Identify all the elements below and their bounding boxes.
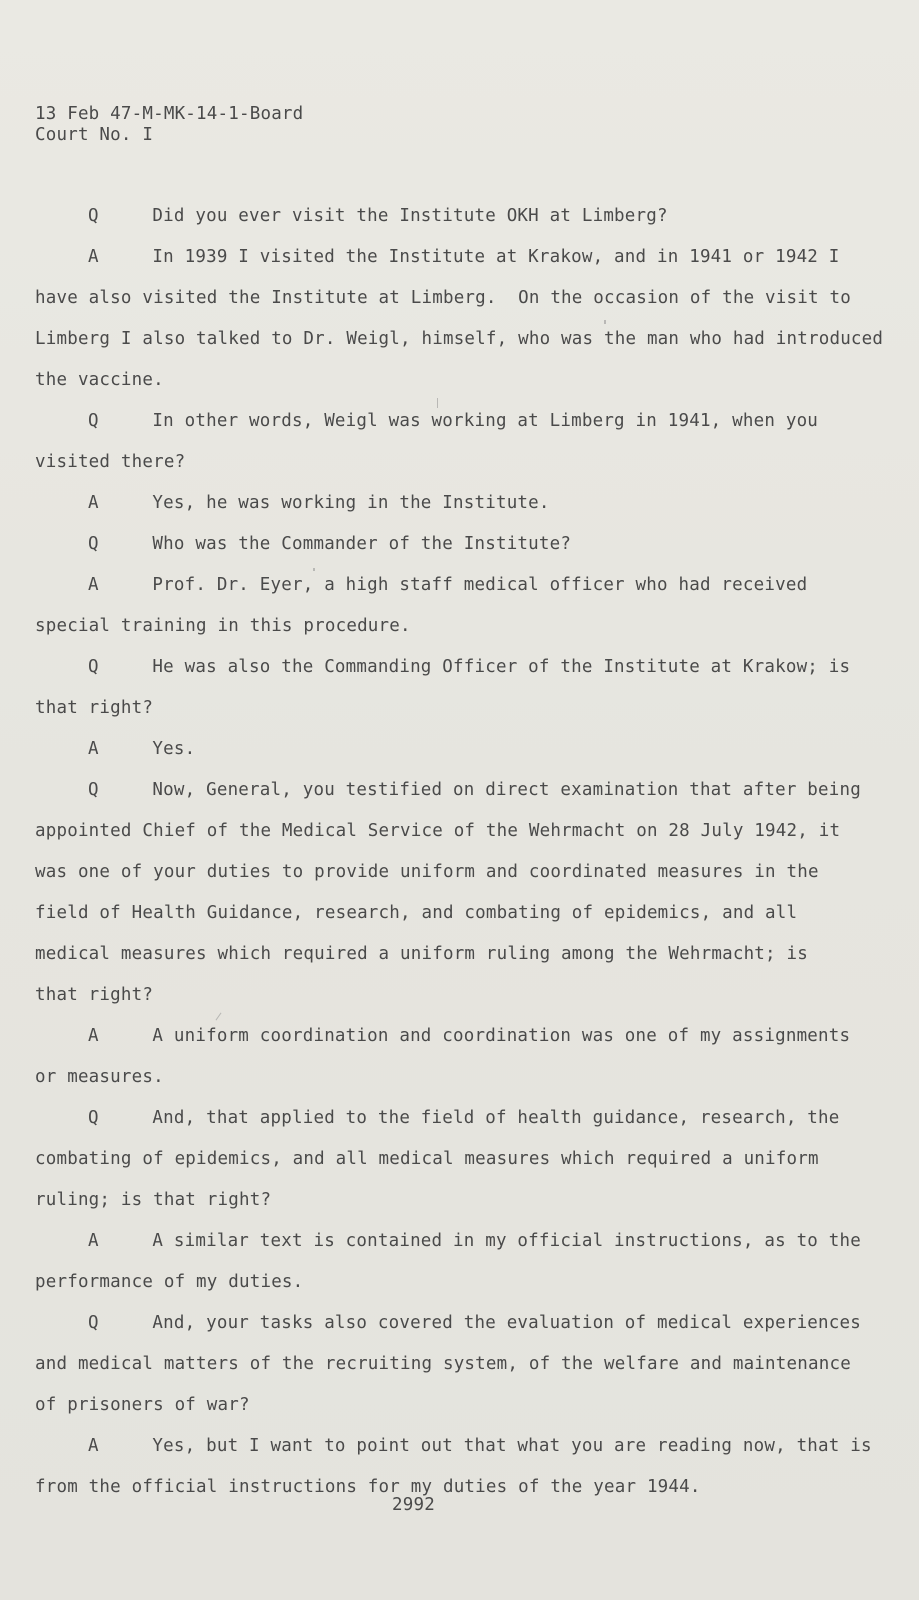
text-line: that right? — [35, 985, 154, 1005]
header-line-2: Court No. I — [35, 125, 154, 145]
text-line: the vaccine. — [35, 370, 164, 390]
text-line: that right? — [35, 698, 154, 718]
text-line: ruling; is that right? — [35, 1190, 272, 1210]
pencil-mark — [604, 320, 606, 324]
text-line: A In 1939 I visited the Institute at Krakow, and in 1941 or 1942 I — [88, 247, 840, 267]
pencil-mark — [216, 1013, 222, 1021]
text-line: medical measures which required a uniform ruling among the Wehrmacht; is — [35, 944, 808, 964]
text-line: A Prof. Dr. Eyer, a high staff medical officer who had received — [88, 575, 808, 595]
text-line: A Yes, but I want to point out that what you are reading now, that is — [88, 1436, 872, 1456]
text-line: special training in this procedure. — [35, 616, 411, 636]
text-line: of prisoners of war? — [35, 1395, 250, 1415]
text-line: A A uniform coordination and coordination was one of my assignments — [88, 1026, 851, 1046]
header-line-1: 13 Feb 47-M-MK-14-1-Board — [35, 104, 304, 124]
text-line: Q Did you ever visit the Institute OKH at Limberg? — [88, 206, 668, 226]
text-line: was one of your duties to provide uniform and coordinated measures in the — [35, 862, 819, 882]
text-line: Limberg I also talked to Dr. Weigl, himself, who was the man who had introduced — [35, 329, 884, 349]
text-line: have also visited the Institute at Limberg. On the occasion of the visit to — [35, 288, 851, 308]
text-line: Q And, that applied to the field of health guidance, research, the — [88, 1108, 840, 1128]
text-line: and medical matters of the recruiting system, of the welfare and maintenance — [35, 1354, 851, 1374]
text-line: Q Who was the Commander of the Institute? — [88, 534, 572, 554]
text-line: A Yes. — [88, 739, 196, 759]
text-line: performance of my duties. — [35, 1272, 304, 1292]
text-line: Q And, your tasks also covered the evaluation of medical experiences — [88, 1313, 861, 1333]
text-line: Q Now, General, you testified on direct examination that after being — [88, 780, 861, 800]
text-line: Q He was also the Commanding Officer of the Institute at Krakow; is — [88, 657, 851, 677]
text-line: combating of epidemics, and all medical measures which required a uniform — [35, 1149, 819, 1169]
text-line: from the official instructions for my duties of the year 1944. — [35, 1477, 701, 1497]
text-line: A A similar text is contained in my official instructions, as to the — [88, 1231, 861, 1251]
page-number: 2992 — [392, 1495, 435, 1515]
pencil-mark — [437, 398, 438, 408]
text-line: field of Health Guidance, research, and combating of epidemics, and all — [35, 903, 798, 923]
text-line: or measures. — [35, 1067, 164, 1087]
text-line: Q In other words, Weigl was working at Limberg in 1941, when you — [88, 411, 819, 431]
text-line: appointed Chief of the Medical Service of the Wehrmacht on 28 July 1942, it — [35, 821, 841, 841]
text-line: A Yes, he was working in the Institute. — [88, 493, 550, 513]
pencil-mark — [313, 568, 315, 571]
text-line: visited there? — [35, 452, 186, 472]
